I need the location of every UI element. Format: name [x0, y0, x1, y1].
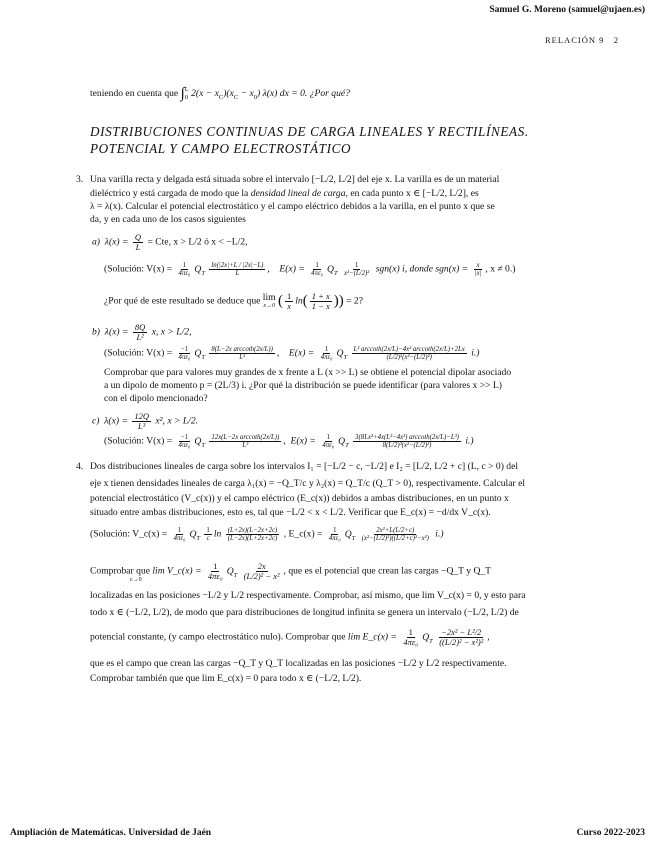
p4-sol-E: , E_c(x) = [283, 528, 323, 540]
p3b-solution: (Solución: V(x) = $\frac{-1}{\text{4πε₀}}$ $Q_T$ $\frac{\text{8(L−2x arccoth(2x/L))}}{\text{L²}}$ , E(x) = $\frac{1}{\text{4πε₀}}$ $Q_T$ $\frac{\text{L² arccoth(2x/L)−4x² arccoth(2x/L)+2Lx}}{\text{(L/2)²(x²−(L/2)²)}}$ i.) [104, 346, 480, 361]
p3b-label: b) [92, 326, 100, 338]
p4-comment2: localizadas en las posiciones −L/2 y L/2 respectivamente. Comprobar, así mismo, que lim V_c(x) = 0, y esto para [90, 590, 526, 601]
integrand-a: 2(x − x [191, 88, 219, 100]
integrand-b: )(x [223, 88, 234, 100]
intro-line [90, 86, 350, 104]
p3b-rest: x, x > L/2, [151, 326, 192, 338]
p3a-question: ¿Por qué de este resultado se deduce que lim x→0 ( $\frac{1}{x}$ ln( $\frac{1 + x}{1 - x}$ )) = 2? [104, 291, 363, 311]
p3c-definition [92, 412, 198, 431]
p3a-sol-coef: $\frac{1}{\text{4πε₀}}$ [178, 262, 191, 277]
p3a-lambda: λ(x) = [104, 236, 129, 248]
p3-line4: da, y en cada uno de los casos siguientes [90, 214, 246, 225]
p3a-q-text: ¿Por qué de este resultado se deduce que [104, 295, 261, 307]
p4-c1a: Comprobar que [90, 565, 150, 577]
p3a-sol-log: $\frac{\ln(|2x|+L / |2x|-L)}{L}$ [211, 262, 264, 277]
p4-line3: potencial electrostático (V_c(x)) y el campo eléctrico (E_c(x)) debidos a ambas distribuciones, en un punto x [90, 493, 509, 504]
p3c-rest: x², x > L/2. [155, 415, 199, 427]
section-title-line2: POTENCIAL Y CAMPO ELECTROSTÁTICO [90, 141, 352, 156]
p3a-rest: = Cte, x > L/2 ó x < −L/2, [147, 236, 248, 248]
p3b-comment1: Comprobar que para valores muy grandes de x frente a L (x >> L) se obtiene el potencial dipolar asociado [104, 367, 512, 378]
integral-sign: ∫ [180, 85, 185, 102]
p3c-num: 12Q [134, 411, 149, 421]
p4-comment3: todo x ∈ (−L/2, L/2), de modo que para distribuciones de longitud infinita se genera un intervalo (−L/2, L/2) de [90, 607, 519, 618]
p4-solution: (Solución: V_c(x) = $\frac{1}{\text{4πε₀}}$ $Q_T$ $\frac{1}{c}$ ln $\frac{(L+2x)(L-2x+2c)}{(L-2x)(L+2x+2c)}$ , E_c(x) = $\frac{1}{\text{4πε₀}}$ $Q_T$ $\frac{\text{2x²+L(L/2+c)}}{\text{(x²−(L/2)²)((L/2+c)²−x²)}}$ i.) [90, 527, 444, 542]
p3b-comment3: con el dipolo mencionado? [104, 393, 208, 404]
p4-line4: situado entre ambas distribuciones, esto es, tal que −L/2 < x < L/2. Verificar que E_c(x) = −d/dx V_c(x). [90, 507, 491, 518]
p4-c1c: , que es el potencial que crean las cargas −Q_T y Q_T [283, 565, 492, 577]
p3c-label: c) [92, 415, 100, 427]
p3-line1: Una varilla recta y delgada está situada sobre el intervalo [−L/2, L/2] del eje x. La varilla es de un material [90, 174, 500, 185]
p4-number: 4. [76, 461, 84, 472]
p4-c1b: lim V_c(x) = [152, 565, 202, 577]
p3-line2c: en cada punto x ∈ [−L/2, L/2], es [350, 188, 479, 199]
sub-c2: C [233, 94, 239, 102]
integrand-c: − x [238, 88, 254, 100]
p3a-lim-under: x→0 [263, 302, 276, 309]
p4-comment1: Comprobar que lim V_c(x) = $\frac{1}{\text{4πε₀}}$ $Q_T$ $\frac{2x}{\text{(L/2)² − x²}}$ , que es el potencial que crean las cargas −Q_T y Q_T [90, 561, 492, 581]
p3a-sol-end: , x ≠ 0.) [485, 263, 516, 275]
p3a-label: a) [92, 236, 100, 248]
p3a-sol-E: E(x) = [279, 263, 305, 275]
p4-line1: Dos distribuciones lineales de carga sobre los intervalos I₁ = [−L/2 − c, −L/2] e I₂ = [L/2, L/2 + c] (L, c > 0) del [90, 461, 519, 472]
p3a-num: Q [134, 232, 142, 242]
p3b-den: L² [136, 332, 144, 342]
p3c-den: L³ [138, 421, 146, 431]
relation-label: RELACIÓN 9 [545, 35, 605, 45]
integral-upper: L [184, 86, 189, 93]
section-title-line1: DISTRIBUCIONES CONTINUAS DE CARGA LINEALES Y RECTILÍNEAS. [90, 124, 529, 139]
p3a-q-end: = 2? [346, 295, 363, 307]
sub-c1: C [218, 94, 224, 102]
p4-line2: eje x tienen densidades lineales de carga λ₁(x) = −Q_T/c y λ₂(x) = Q_T/c (Q_T > 0), respectivamente. Calcular el [90, 478, 525, 489]
p3c-sol-label: (Solución: V(x) = [104, 435, 173, 447]
header-relation [545, 35, 619, 45]
p4-comment5: que es el campo que crean las cargas −Q_T y Q_T localizadas en las posiciones −L/2 y L/2 respectivamente. [90, 658, 507, 669]
integrand-d: ) λ(x) dx = 0. ¿Por qué? [256, 88, 350, 100]
p3a-den: L [135, 242, 141, 252]
sub-0: 0 [253, 94, 257, 102]
p3-number: 3. [76, 174, 84, 185]
p4-c4b: lim E_c(x) = [347, 631, 397, 643]
p3a-frac [133, 233, 143, 252]
p3-line2-italic: densidad lineal de carga, [250, 188, 348, 199]
page-number: 2 [613, 35, 619, 45]
header-author: Samuel G. Moreno (samuel@ujaen.es) [489, 5, 645, 15]
p4-c1-under: c→0 [130, 577, 142, 583]
p3a-sol-label: (Solución: V(x) = [104, 263, 173, 275]
p3b-lambda: λ(x) = [104, 326, 129, 338]
p3c-sol-E: E(x) = [290, 435, 316, 447]
footer-left: Ampliación de Matemáticas. Universidad de Jaén [10, 828, 212, 838]
p3b-sol-label: (Solución: V(x) = [104, 347, 173, 359]
p3-line2a: dieléctrico y está cargada de modo que la [90, 188, 249, 199]
p4-sol-label: (Solución: V_c(x) = [90, 528, 168, 540]
intro-text: teniendo en cuenta que [90, 88, 179, 100]
footer-right: Curso 2022-2023 [576, 828, 645, 838]
p3a-definition [92, 233, 247, 252]
p3b-num: 8Q [134, 322, 146, 332]
p3a-sol-sgn: sgn(x) i, donde sgn(x) = [375, 263, 469, 275]
integral-lower: 0 [184, 94, 188, 101]
p4-comment6: Comprobar también que que lim E_c(x) = 0 para todo x ∈ (−L/2, L/2). [90, 673, 362, 684]
p3a-limit [262, 291, 276, 310]
p4-comment4: potencial constante, (y campo electrostático nulo). Comprobar que lim E_c(x) = $\frac{1}{\text{4πε₀}}$ $Q_T$ $\frac{\text{−2x² − L²/2}}{\text{((L/2)² − x²)²}}$ , [90, 627, 490, 647]
p3c-lambda: λ(x) = [104, 415, 128, 427]
p4-c4a: potencial constante, (y campo electrostático nulo). Comprobar que [90, 631, 346, 643]
p3b-comment2: a un dipolo de momento p = (2L/3) i. ¿Por qué la distribución se puede identificar (para valores x >> L) [104, 380, 503, 391]
p3a-solution: (Solución: V(x) = $\frac{1}{\text{4πε₀}}$ $Q_T$ $\frac{\ln(|2x|+L / |2x|-L)}{L}$ , E(x) = $\frac{1}{\text{4πε₀}}$ $Q_T$ $\frac{1}{\text{x²−(L/2)²}}$ sgn(x) i, donde sgn(x) = $\frac{x}{|x|}$ , x ≠ 0.) [104, 262, 516, 277]
p3b-sol-E: E(x) = [288, 347, 315, 359]
p3c-solution: (Solución: V(x) = $\frac{-1}{\text{4πε₀}}$ $Q_T$ $\frac{\text{12x(L−2x arccoth(2x/L))}}{\text{L³}}$ , E(x) = $\frac{1}{\text{4πε₀}}$ $Q_T$ $\frac{\text{3(8Lx²+4x(L²−4x²) arccoth(2x/L)−L³)}}{\text{8(L/2)³(x²−(L/2)²)}}$ i.) [104, 434, 474, 449]
p3a-lim-word: lim [262, 291, 276, 303]
p3-line2 [90, 187, 479, 200]
p3b-definition [92, 323, 191, 342]
p3-line3: λ = λ(x). Calcular el potencial electrostático y el campo eléctrico debidos a la varilla, en el punto x que se [90, 201, 495, 212]
